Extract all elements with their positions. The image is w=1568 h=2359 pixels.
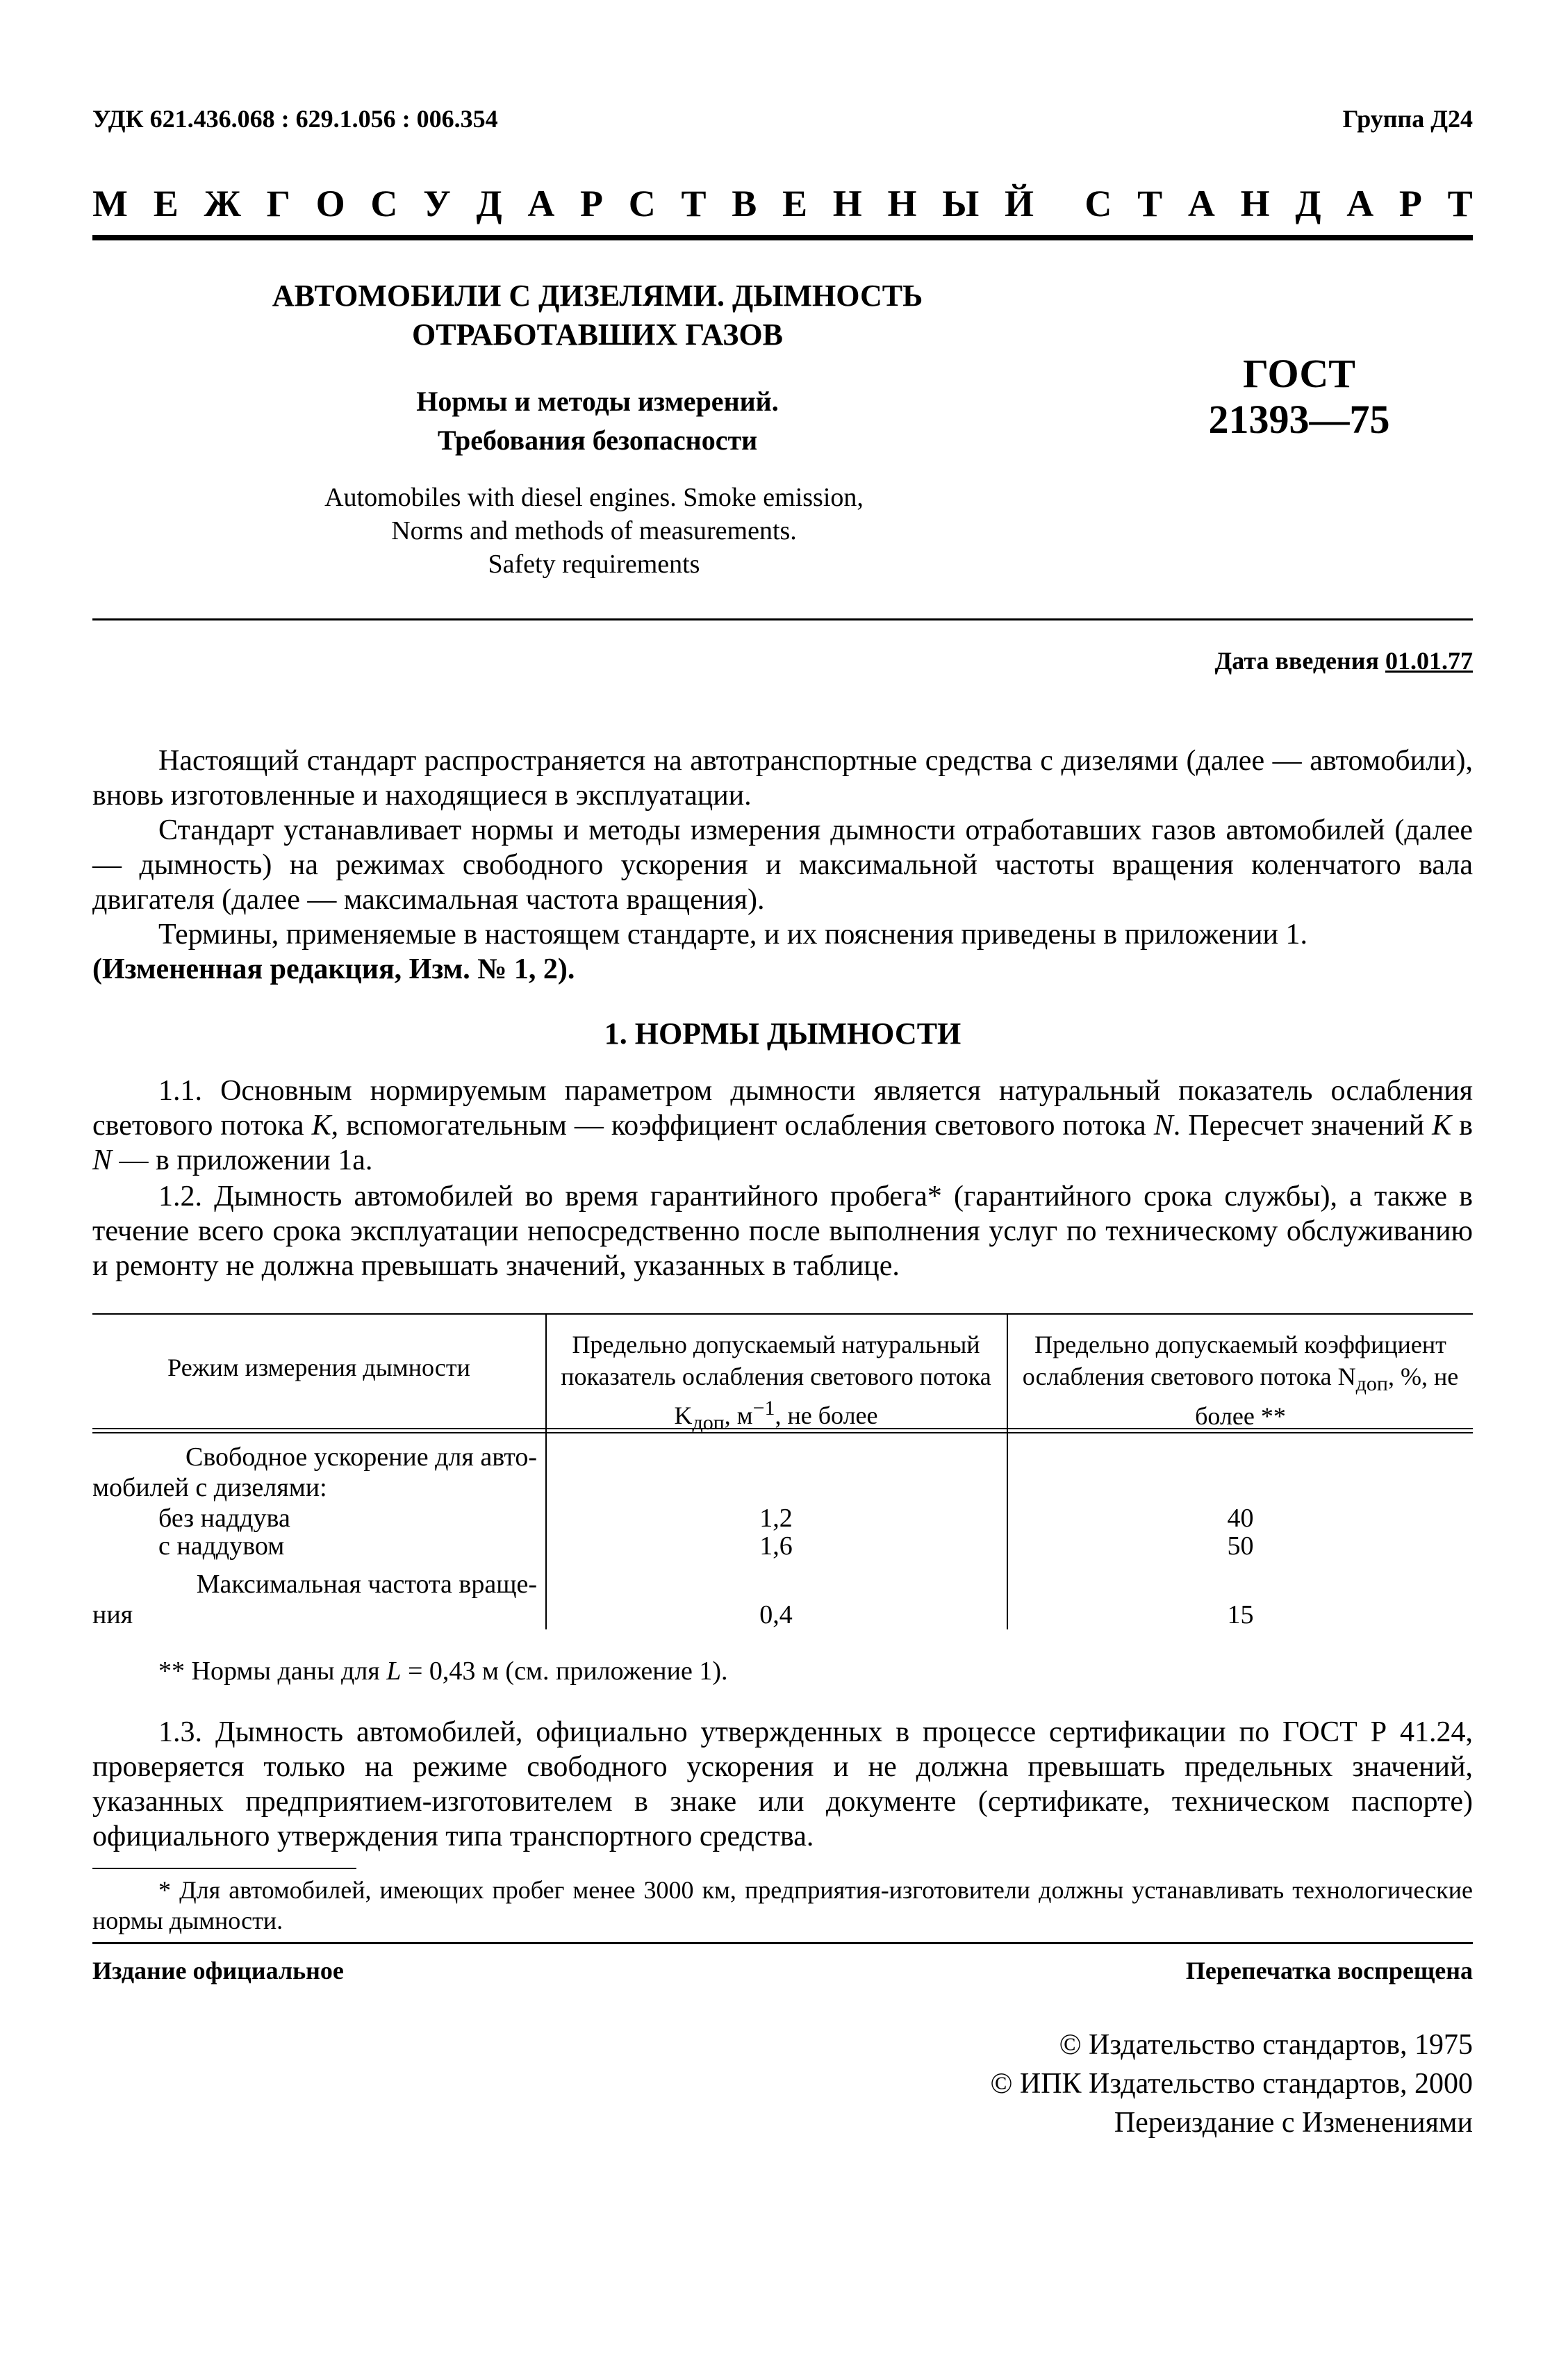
gost-label: ГОСТ: [1243, 351, 1355, 396]
banner-letter: С: [628, 183, 656, 224]
banner-letter: А: [1346, 183, 1374, 224]
note-text-a: ** Нормы даны для: [158, 1657, 387, 1686]
udk-code: УДК 621.436.068 : 629.1.056 : 006.354: [92, 105, 498, 133]
banner-letter: Р: [580, 183, 604, 224]
intro-paragraph-3: Термины, применяемые в настоящем стандарте, и их пояснения приведены в приложении 1.: [158, 919, 1307, 951]
banner-letter: Н: [887, 183, 917, 224]
note-symbol-l: L: [386, 1657, 402, 1686]
col2-sup: −1: [752, 1397, 775, 1420]
banner-letter: Н: [1240, 183, 1270, 224]
paragraph-1-3: 1.3. Дымность автомобилей, официально утвержденных в процессе сертификации по ГОСТ Р 41.24, проверяется только на режиме свободного ускорения и не должна превышать предельных значений, указанных предприятием-изготовителем в знаке или документе (сертификате, техническом паспорте) официального утверждения типа транспортного средства.: [92, 1716, 1473, 1852]
banner-letter: Г: [266, 183, 290, 224]
banner-letter: С: [1084, 183, 1112, 224]
english-line-2: Norms and methods of measurements.: [391, 516, 797, 545]
banner-letter: Й: [1004, 183, 1034, 224]
banner-letter: О: [315, 183, 345, 224]
paragraph-1-1: [92, 1074, 1473, 1178]
banner-letter: Р: [1398, 183, 1422, 224]
col2-text-b: , м: [724, 1402, 753, 1429]
col2-text-c: , не более: [775, 1402, 878, 1429]
banner-letter: Н: [832, 183, 862, 224]
smoke-norms-table: [92, 1313, 1473, 1633]
group-label-line-1: Свободное ускорение для авто-: [185, 1442, 537, 1472]
col2-sub: доп: [692, 1411, 725, 1435]
table-note: [158, 1656, 727, 1686]
banner-letter: А: [1187, 183, 1215, 224]
table-row-1-k: 1,2: [759, 1504, 793, 1533]
p11-symbol-k2: K: [1432, 1110, 1452, 1142]
table-row-2-k: 1,6: [759, 1531, 793, 1561]
table-header-n: [1016, 1329, 1464, 1432]
english-title: [271, 481, 917, 581]
banner-letter: С: [370, 183, 398, 224]
banner-letter: Т: [681, 183, 707, 224]
banner-letter: Ы: [942, 183, 980, 224]
banner-letter: Д: [476, 183, 502, 224]
group-label-line-2: мобилей с дизелями:: [92, 1473, 327, 1502]
banner-letter: У: [423, 183, 451, 224]
table-row-2-label: с наддувом: [158, 1531, 285, 1561]
edition-official: Издание официальное: [92, 1957, 344, 1984]
intro-paragraph-1: Настоящий стандарт распространяется на автотранспортные средства с дизелями (далее — автомобили), вновь изготовленные и находящиеся в эксплуатации.: [92, 745, 1473, 812]
footnote: * Для автомобилей, имеющих пробег менее 3000 км, предприятия-изготовители должны устанавливать технологические нормы дымности.: [92, 1876, 1473, 1934]
footnote-rule: [92, 1868, 356, 1869]
copyright-block: [990, 2025, 1473, 2142]
p11-text-e: — в приложении 1а.: [112, 1144, 373, 1176]
banner-letter: Т: [1137, 183, 1163, 224]
col2-text-a: Предельно допускаемый натуральный показатель ослабления светового потока K: [561, 1331, 991, 1429]
copyright-line-1: © Издательство стандартов, 1975: [1059, 2029, 1473, 2061]
copyright-line-3: Переиздание с Изменениями: [1114, 2107, 1473, 2139]
document-title: [229, 277, 966, 354]
group-code: Группа Д24: [1342, 105, 1473, 133]
intro-paragraph-2: Стандарт устанавливает нормы и методы измерения дымности отработавших газов автомобилей (далее — дымность) на режимах свободного ускорения и максимальной частоты вращения коленчатого вала двигателя (далее — максимальная частота вращения).: [92, 814, 1473, 916]
table-top-rule: [92, 1313, 1473, 1315]
document-subtitle: [368, 382, 827, 460]
p11-text-c: . Пересчет значений: [1173, 1110, 1433, 1142]
banner-letter: М: [92, 183, 128, 224]
p11-symbol-n2: N: [92, 1144, 113, 1176]
subtitle-line-1: Нормы и методы измерений.: [416, 386, 779, 417]
p11-text-d: в: [1451, 1110, 1474, 1142]
gost-number: [1181, 351, 1417, 443]
title-line-2: ОТРАБОТАВШИХ ГАЗОВ: [412, 318, 783, 352]
footer-rule: [92, 1942, 1473, 1944]
col3-text-b: , %, не более **: [1195, 1363, 1459, 1431]
copyright-line-2: © ИПК Издательство стандартов, 2000: [990, 2068, 1473, 2100]
date-label: Дата введения: [1214, 647, 1379, 675]
p11-symbol-n: N: [1153, 1110, 1173, 1142]
banner-letter: Е: [153, 183, 179, 224]
reprint-prohibited: Перепечатка воспрещена: [1185, 1957, 1473, 1984]
english-line-3: Safety requirements: [488, 550, 700, 579]
banner-letter: А: [527, 183, 555, 224]
paragraph-1-2: 1.2. Дымность автомобилей во время гарантийного пробега* (гарантийного срока службы), а также в течение всего срока эксплуатации непосредственно после выполнения услуг по техническому обслуживанию и ремонту не должна превышать значений, указанных в таблице.: [92, 1181, 1473, 1282]
title-line-1: АВТОМОБИЛИ С ДИЗЕЛЯМИ. ДЫМНОСТЬ: [272, 279, 923, 313]
table-row-1-n: 40: [1227, 1504, 1254, 1533]
table-row-group-label: [92, 1442, 537, 1503]
p11-text-b: , вспомогательным — коэффициент ослабления светового потока: [331, 1110, 1154, 1142]
table-col-divider-1: [545, 1313, 547, 1629]
table-row-3-k: 0,4: [759, 1600, 793, 1629]
banner-letter: Е: [782, 183, 808, 224]
banner-letter: Ж: [204, 183, 241, 224]
table-header-k: [556, 1329, 996, 1439]
banner-letter: В: [732, 183, 757, 224]
p11-text-a: 1.1. Основным нормируемым параметром дымности является натуральный показатель ослабления светового потока: [92, 1075, 1473, 1142]
col3-text-a: Предельно допускаемый коэффициент ослабления светового потока N: [1022, 1331, 1446, 1390]
table-row-1-label: без наддува: [158, 1504, 290, 1533]
table-header-mode: Режим измерения дымности: [167, 1354, 470, 1381]
introduction-date: [1215, 646, 1474, 675]
standard-banner: [92, 182, 1473, 225]
section-heading: 1. НОРМЫ ДЫМНОСТИ: [604, 1017, 962, 1051]
banner-letter: Т: [1447, 183, 1473, 224]
english-line-1: Automobiles with diesel engines. Smoke emission,: [324, 483, 864, 512]
banner-rule: [92, 235, 1473, 240]
amendment-note: (Измененная редакция, Изм. № 1, 2).: [92, 953, 575, 985]
banner-letter: Д: [1295, 183, 1321, 224]
p11-symbol-k: K: [311, 1110, 331, 1142]
col3-sub: доп: [1355, 1372, 1388, 1396]
row3-label-line-1: Максимальная частота враще-: [196, 1570, 537, 1599]
row3-label-line-2: ния: [92, 1600, 133, 1629]
table-row-2-n: 50: [1227, 1531, 1254, 1561]
subtitle-line-2: Требования безопасности: [437, 425, 758, 456]
table-row-3-n: 15: [1227, 1600, 1254, 1629]
date-value: 01.01.77: [1385, 647, 1473, 675]
gost-code: 21393—75: [1208, 397, 1390, 442]
note-text-b: = 0,43 м (см. приложение 1).: [401, 1657, 728, 1686]
title-rule: [92, 618, 1473, 620]
table-col-divider-2: [1007, 1313, 1008, 1629]
table-row-3-label: [92, 1569, 537, 1630]
